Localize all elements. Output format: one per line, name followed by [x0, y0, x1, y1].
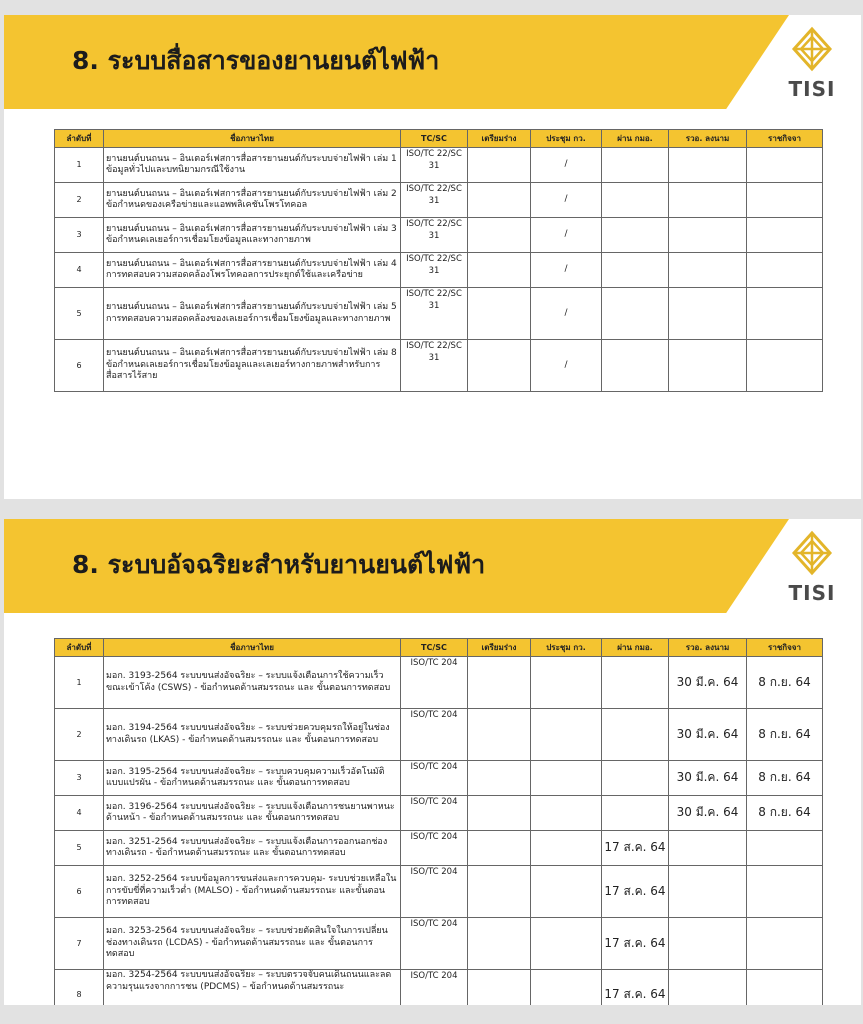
cell-tc: ISO/TC 204 — [401, 657, 468, 709]
cell-meeting — [531, 709, 602, 761]
cell-gazette — [747, 253, 823, 288]
cell-no: 5 — [55, 831, 104, 866]
cell-tc: ISO/TC 22/SC 31 — [401, 148, 468, 183]
cell-name: ยานยนต์บนถนน – อินเตอร์เฟสการสื่อสารยานยนต์กับระบบจ่ายไฟฟ้า เล่ม 5 การทดสอบความสอดคล้องของเลเยอร์การเชื่อมโยงข้อมูลและทางกายภาพ — [104, 288, 401, 340]
slide-title: 8. ระบบสื่อสารของยานยนต์ไฟฟ้า — [72, 46, 440, 75]
cell-no: 4 — [55, 796, 104, 831]
cell-meeting: / — [531, 183, 602, 218]
cell-tc: ISO/TC 204 — [401, 970, 468, 1006]
cell-sign: 30 มี.ค. 64 — [669, 657, 747, 709]
cell-draft — [468, 218, 531, 253]
cell-gazette — [747, 148, 823, 183]
cell-draft — [468, 970, 531, 1006]
cell-tc: ISO/TC 22/SC 31 — [401, 218, 468, 253]
cell-meeting: / — [531, 218, 602, 253]
table-row — [55, 796, 823, 831]
cell-gazette: 8 ก.ย. 64 — [747, 709, 823, 761]
cell-sign — [669, 340, 747, 392]
header-sign: รวอ. ลงนาม — [669, 639, 747, 657]
cell-meeting — [531, 970, 602, 1006]
cell-draft — [468, 831, 531, 866]
cell-meeting — [531, 918, 602, 970]
header-meeting: ประชุม กว. — [531, 639, 602, 657]
cell-sign — [669, 866, 747, 918]
header-gazette: ราชกิจจา — [747, 639, 823, 657]
cell-name: ยานยนต์บนถนน – อินเตอร์เฟสการสื่อสารยานยนต์กับระบบจ่ายไฟฟ้า เล่ม 4 การทดสอบความสอดคล้องโพรโทคอลการประยุกต์ใช้และเครือข่าย — [104, 253, 401, 288]
cell-pass — [602, 253, 669, 288]
cell-gazette: 8 ก.ย. 64 — [747, 796, 823, 831]
cell-meeting: / — [531, 340, 602, 392]
cell-draft — [468, 253, 531, 288]
cell-name: มอก. 3251-2564 ระบบขนส่งอัจฉริยะ – ระบบแจ้งเตือนการออกนอกช่องทางเดินรถ - ข้อกำหนดด้านสมรรถนะ และ ขั้นตอนการทดสอบ — [104, 831, 401, 866]
cell-pass: 17 ส.ค. 64 — [602, 831, 669, 866]
cell-tc: ISO/TC 204 — [401, 866, 468, 918]
cell-tc: ISO/TC 204 — [401, 831, 468, 866]
cell-no: 3 — [55, 218, 104, 253]
cell-meeting: / — [531, 148, 602, 183]
cell-gazette — [747, 866, 823, 918]
header-sign: รวอ. ลงนาม — [669, 130, 747, 148]
cell-gazette — [747, 288, 823, 340]
cell-name: มอก. 3252-2564 ระบบข้อมูลการขนส่งและการควบคุม- ระบบช่วยเหลือในการขับขี่ที่ความเร็วต่ำ (MALSO) - ข้อกำหนดด้านสมรรถนะ และขั้นตอนการทดสอบ — [104, 866, 401, 918]
header-name: ชื่อภาษาไทย — [104, 130, 401, 148]
cell-draft — [468, 340, 531, 392]
table-row — [55, 709, 823, 761]
cell-name: ยานยนต์บนถนน – อินเตอร์เฟสการสื่อสารยานยนต์กับระบบจ่ายไฟฟ้า เล่ม 3 ข้อกำหนดเลเยอร์การเชื่อมโยงข้อมูลและทางกายภาพ — [104, 218, 401, 253]
header-gazette: ราชกิจจา — [747, 130, 823, 148]
cell-sign — [669, 970, 747, 1006]
table-row — [55, 218, 823, 253]
cell-no: 8 — [55, 970, 104, 1006]
cell-gazette: 8 ก.ย. 64 — [747, 761, 823, 796]
cell-pass — [602, 709, 669, 761]
cell-pass — [602, 218, 669, 253]
table-row — [55, 970, 823, 1006]
cell-name: ยานยนต์บนถนน – อินเตอร์เฟสการสื่อสารยานยนต์กับระบบจ่ายไฟฟ้า เล่ม 1 ข้อมูลทั่วไปและบทนิยามกรณีใช้งาน — [104, 148, 401, 183]
cell-tc: ISO/TC 22/SC 31 — [401, 288, 468, 340]
header-no: ลำดับที่ — [55, 130, 104, 148]
cell-gazette — [747, 340, 823, 392]
cell-no: 7 — [55, 918, 104, 970]
cell-meeting — [531, 657, 602, 709]
cell-pass — [602, 148, 669, 183]
table-row — [55, 340, 823, 392]
cell-name: ยานยนต์บนถนน – อินเตอร์เฟสการสื่อสารยานยนต์กับระบบจ่ายไฟฟ้า เล่ม 8 ข้อกำหนดเลเยอร์การเชื่อมโยงข้อมูลและเลเยอร์ทางกายภาพสำหรับการสื่อสารไร้สาย — [104, 340, 401, 392]
cell-tc: ISO/TC 204 — [401, 709, 468, 761]
cell-no: 6 — [55, 866, 104, 918]
cell-pass — [602, 340, 669, 392]
cell-meeting — [531, 831, 602, 866]
table-row — [55, 288, 823, 340]
logo-text: TISI — [788, 77, 836, 101]
cell-pass — [602, 288, 669, 340]
header-pass: ผ่าน กมอ. — [602, 639, 669, 657]
cell-sign — [669, 148, 747, 183]
cell-name: มอก. 3253-2564 ระบบขนส่งอัจฉริยะ – ระบบช่วยตัดสินใจในการเปลี่ยนช่องทางเดินรถ (LCDAS) - ข้อกำหนดด้านสมรรถนะ และ ขั้นตอนการทดสอบ — [104, 918, 401, 970]
cell-draft — [468, 866, 531, 918]
cell-pass: 17 ส.ค. 64 — [602, 866, 669, 918]
cell-gazette — [747, 918, 823, 970]
table-row — [55, 253, 823, 288]
cell-draft — [468, 709, 531, 761]
cell-draft — [468, 796, 531, 831]
cell-sign: 30 มี.ค. 64 — [669, 709, 747, 761]
cell-gazette — [747, 970, 823, 1006]
header-meeting: ประชุม กว. — [531, 130, 602, 148]
cell-meeting — [531, 761, 602, 796]
cell-sign — [669, 918, 747, 970]
cell-sign — [669, 218, 747, 253]
cell-tc: ISO/TC 204 — [401, 796, 468, 831]
cell-no: 6 — [55, 340, 104, 392]
cell-meeting — [531, 796, 602, 831]
cell-gazette — [747, 183, 823, 218]
table-row — [55, 918, 823, 970]
cell-tc: ISO/TC 22/SC 31 — [401, 183, 468, 218]
cell-no: 1 — [55, 148, 104, 183]
cell-pass: 17 ส.ค. 64 — [602, 918, 669, 970]
table-row — [55, 183, 823, 218]
cell-pass — [602, 796, 669, 831]
tisi-emblem-icon — [782, 529, 842, 579]
cell-tc: ISO/TC 22/SC 31 — [401, 253, 468, 288]
cell-pass: 17 ส.ค. 64 — [602, 970, 669, 1006]
cell-tc: ISO/TC 22/SC 31 — [401, 340, 468, 392]
header-pass: ผ่าน กมอ. — [602, 130, 669, 148]
cell-no: 3 — [55, 761, 104, 796]
cell-sign — [669, 183, 747, 218]
tisi-emblem-icon — [782, 25, 842, 75]
cell-tc: ISO/TC 204 — [401, 918, 468, 970]
header-draft: เตรียมร่าง — [468, 639, 531, 657]
cell-sign — [669, 253, 747, 288]
cell-name: มอก. 3193-2564 ระบบขนส่งอัจฉริยะ – ระบบแจ้งเตือนการใช้ความเร็วขณะเข้าโค้ง (CSWS) - ข้อกำหนดด้านสมรรถนะ และ ขั้นตอนการทดสอบ — [104, 657, 401, 709]
header-tc: TC/SC — [401, 639, 468, 657]
table-row — [55, 866, 823, 918]
cell-no: 2 — [55, 183, 104, 218]
standards-table — [54, 638, 823, 1005]
tisi-logo — [782, 25, 842, 105]
slide-title: 8. ระบบอัจฉริยะสำหรับยานยนต์ไฟฟ้า — [72, 550, 486, 579]
cell-draft — [468, 657, 531, 709]
cell-no: 4 — [55, 253, 104, 288]
slide-ev-communication — [4, 15, 861, 499]
table-header — [55, 639, 823, 657]
logo-text: TISI — [788, 581, 836, 605]
cell-draft — [468, 183, 531, 218]
cell-name: มอก. 3195-2564 ระบบขนส่งอัจฉริยะ – ระบบควบคุมความเร็วอัตโนมัติแบบแปรผัน - ข้อกำหนดด้านสมรรถนะ และ ขั้นตอนการทดสอบ — [104, 761, 401, 796]
cell-name: มอก. 3196-2564 ระบบขนส่งอัจฉริยะ – ระบบแจ้งเตือนการชนยานพาหนะด้านหน้า - ข้อกำหนดด้านสมรรถนะ และ ขั้นตอนการทดสอบ — [104, 796, 401, 831]
cell-draft — [468, 288, 531, 340]
cell-pass — [602, 183, 669, 218]
cell-gazette — [747, 218, 823, 253]
cell-name: มอก. 3194-2564 ระบบขนส่งอัจฉริยะ – ระบบช่วยควบคุมรถให้อยู่ในช่องทางเดินรถ (LKAS) - ข้อกำหนดด้านสมรรถนะ และ ขั้นตอนการทดสอบ — [104, 709, 401, 761]
cell-no: 1 — [55, 657, 104, 709]
cell-no: 5 — [55, 288, 104, 340]
tisi-logo — [782, 529, 842, 609]
header-name: ชื่อภาษาไทย — [104, 639, 401, 657]
cell-meeting: / — [531, 253, 602, 288]
cell-name: มอก. 3254-2564 ระบบขนส่งอัจฉริยะ – ระบบตรวจจับคนเดินถนนและลดความรุนแรงจากการชน (PDCMS) – ข้อกำหนดด้านสมรรถนะ — [104, 970, 401, 1006]
table-row — [55, 761, 823, 796]
cell-pass — [602, 657, 669, 709]
cell-sign — [669, 831, 747, 866]
slide-ev-intelligent — [4, 519, 861, 1005]
cell-gazette — [747, 831, 823, 866]
table-header — [55, 130, 823, 148]
standards-table — [54, 129, 823, 392]
cell-meeting — [531, 866, 602, 918]
cell-name: ยานยนต์บนถนน – อินเตอร์เฟสการสื่อสารยานยนต์กับระบบจ่ายไฟฟ้า เล่ม 2 ข้อกำหนดของเครือข่ายและแอพพลิเคชันโพรโทคอล — [104, 183, 401, 218]
cell-draft — [468, 761, 531, 796]
cell-pass — [602, 761, 669, 796]
table-row — [55, 657, 823, 709]
header-tc: TC/SC — [401, 130, 468, 148]
header-no: ลำดับที่ — [55, 639, 104, 657]
header-draft: เตรียมร่าง — [468, 130, 531, 148]
cell-draft — [468, 148, 531, 183]
cell-draft — [468, 918, 531, 970]
cell-tc: ISO/TC 204 — [401, 761, 468, 796]
table-row — [55, 831, 823, 866]
cell-no: 2 — [55, 709, 104, 761]
cell-sign: 30 มี.ค. 64 — [669, 761, 747, 796]
table-row — [55, 148, 823, 183]
cell-gazette: 8 ก.ย. 64 — [747, 657, 823, 709]
cell-sign — [669, 288, 747, 340]
cell-sign: 30 มี.ค. 64 — [669, 796, 747, 831]
cell-meeting: / — [531, 288, 602, 340]
